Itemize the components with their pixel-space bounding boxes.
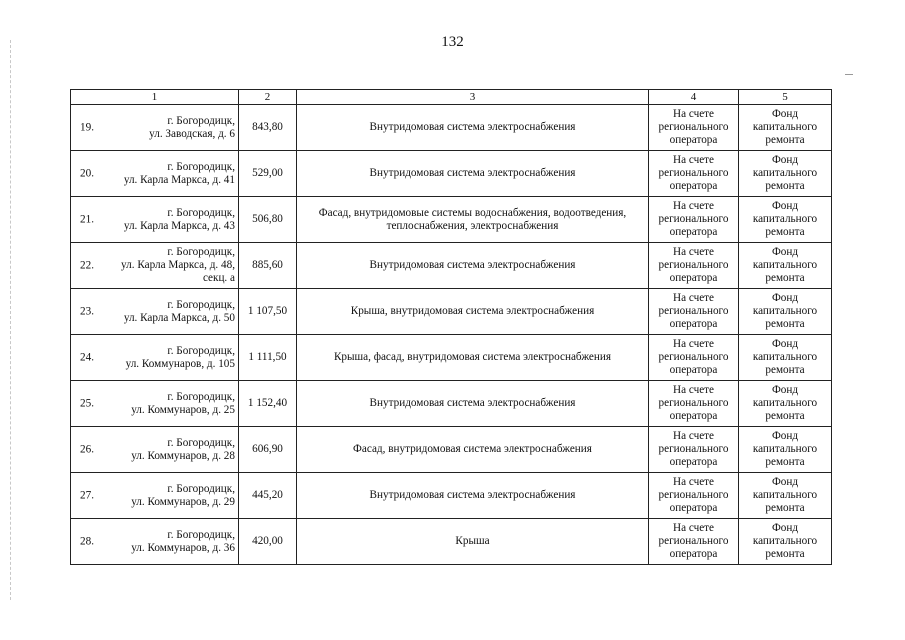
account-line: оператора [669, 226, 718, 238]
funding-line: Фонд [771, 292, 799, 304]
account-cell [649, 105, 739, 151]
work-type-cell: Крыша, фасад, внутридомовая система электроснабжения [297, 335, 649, 381]
account-line: На счете [672, 246, 715, 258]
account-cell [649, 289, 739, 335]
row-number: 21. [80, 213, 94, 225]
scan-mark [845, 74, 853, 75]
account-cell [649, 151, 739, 197]
address-city: г. Богородицк, [167, 298, 235, 311]
account-line: регионального [658, 489, 729, 501]
address-cell [71, 427, 239, 473]
funding-line: ремонта [765, 364, 805, 376]
funding-source-cell [739, 289, 832, 335]
work-type-cell: Внутридомовая система электроснабжения [297, 105, 649, 151]
column-header: 3 [297, 90, 649, 105]
funding-source-cell [739, 473, 832, 519]
address-cell [71, 197, 239, 243]
account-line: На счете [672, 430, 715, 442]
address-cell [71, 243, 239, 289]
address-street: ул. Карла Маркса, д. 43 [123, 219, 235, 232]
work-type-cell: Крыша, внутридомовая система электроснабжения [297, 289, 649, 335]
capital-repair-table [70, 89, 832, 565]
account-line: регионального [658, 259, 729, 271]
address-street: ул. Заводская, д. 6 [149, 127, 235, 140]
account-line: На счете [672, 200, 715, 212]
account-cell [649, 473, 739, 519]
address-street: ул. Карла Маркса, д. 48, [121, 259, 235, 271]
address-city: г. Богородицк, [167, 436, 235, 449]
account-cell [649, 197, 739, 243]
work-type-cell: Внутридомовая система электроснабжения [297, 473, 649, 519]
cost-cell: 1 152,40 [239, 381, 297, 427]
table-row [71, 381, 832, 427]
cost-cell: 843,80 [239, 105, 297, 151]
column-header: 1 [71, 90, 239, 105]
funding-line: ремонта [765, 548, 805, 560]
work-type-cell: Внутридомовая система электроснабжения [297, 151, 649, 197]
work-type-cell: Крыша [297, 519, 649, 565]
row-number: 26. [80, 443, 94, 455]
funding-line: Фонд [771, 384, 799, 396]
table-row [71, 289, 832, 335]
row-number: 24. [80, 351, 94, 363]
address-city: г. Богородицк, [167, 246, 235, 258]
account-line: На счете [672, 384, 715, 396]
row-number: 19. [80, 121, 94, 133]
scan-edge-line [10, 40, 11, 600]
cost-cell: 445,20 [239, 473, 297, 519]
table-row [71, 473, 832, 519]
cost-cell: 506,80 [239, 197, 297, 243]
address-street: ул. Коммунаров, д. 105 [125, 357, 235, 370]
cost-cell: 1 111,50 [239, 335, 297, 381]
funding-line: Фонд [771, 154, 799, 166]
address-city: г. Богородицк, [167, 528, 235, 541]
work-type-cell: Фасад, внутридомовые системы водоснабжения, водоотведения, теплоснабжения, электроснабжения [297, 197, 649, 243]
row-number: 27. [80, 489, 94, 501]
account-line: регионального [658, 167, 729, 179]
funding-line: Фонд [771, 476, 799, 488]
address-street: ул. Коммунаров, д. 36 [131, 541, 235, 554]
account-line: оператора [669, 318, 718, 330]
funding-line: ремонта [765, 272, 805, 284]
account-line: оператора [669, 272, 718, 284]
account-line: оператора [669, 502, 718, 514]
funding-source-cell [739, 519, 832, 565]
account-line: На счете [672, 108, 715, 120]
funding-line: Фонд [771, 522, 799, 534]
funding-line: капитального [752, 305, 818, 317]
account-line: оператора [669, 364, 718, 376]
address-cell [71, 335, 239, 381]
work-type-cell: Внутридомовая система электроснабжения [297, 381, 649, 427]
funding-line: капитального [752, 443, 818, 455]
cost-cell: 606,90 [239, 427, 297, 473]
cost-cell: 885,60 [239, 243, 297, 289]
row-number: 25. [80, 397, 94, 409]
table-row [71, 151, 832, 197]
account-cell [649, 427, 739, 473]
funding-line: капитального [752, 535, 818, 547]
address-city: г. Богородицк, [167, 114, 235, 127]
address-city: г. Богородицк, [167, 482, 235, 495]
cost-cell: 529,00 [239, 151, 297, 197]
table-row [71, 243, 832, 289]
address-street: ул. Коммунаров, д. 25 [131, 403, 235, 416]
funding-line: Фонд [771, 430, 799, 442]
account-cell [649, 519, 739, 565]
table-row [71, 197, 832, 243]
funding-source-cell [739, 197, 832, 243]
funding-line: Фонд [771, 338, 799, 350]
account-line: регионального [658, 535, 729, 547]
address-street: ул. Карла Маркса, д. 50 [123, 311, 235, 324]
cost-cell: 1 107,50 [239, 289, 297, 335]
address-city: г. Богородицк, [167, 344, 235, 357]
table-row [71, 335, 832, 381]
row-number: 22. [80, 259, 94, 271]
account-line: регионального [658, 121, 729, 133]
address-cell [71, 381, 239, 427]
account-line: регионального [658, 305, 729, 317]
funding-line: капитального [752, 351, 818, 363]
funding-line: ремонта [765, 226, 805, 238]
funding-line: ремонта [765, 134, 805, 146]
column-header: 4 [649, 90, 739, 105]
work-type-cell: Фасад, внутридомовая система электроснабжения [297, 427, 649, 473]
account-line: оператора [669, 410, 718, 422]
row-number: 28. [80, 535, 94, 547]
funding-source-cell [739, 381, 832, 427]
account-line: На счете [672, 476, 715, 488]
funding-source-cell [739, 151, 832, 197]
header-row [71, 90, 832, 105]
funding-line: капитального [752, 167, 818, 179]
work-type-cell: Внутридомовая система электроснабжения [297, 243, 649, 289]
address-cell [71, 519, 239, 565]
funding-line: ремонта [765, 410, 805, 422]
funding-source-cell [739, 427, 832, 473]
funding-line: капитального [752, 213, 818, 225]
address-cell [71, 289, 239, 335]
account-line: оператора [669, 456, 718, 468]
page-number: 132 [441, 34, 464, 50]
funding-line: капитального [752, 397, 818, 409]
funding-source-cell [739, 105, 832, 151]
funding-line: ремонта [765, 456, 805, 468]
table-row [71, 105, 832, 151]
account-line: регионального [658, 351, 729, 363]
address-extra: секц. а [202, 272, 235, 284]
account-cell [649, 243, 739, 289]
table-row [71, 427, 832, 473]
row-number: 20. [80, 167, 94, 179]
address-cell [71, 473, 239, 519]
funding-line: ремонта [765, 502, 805, 514]
account-line: регионального [658, 443, 729, 455]
account-line: На счете [672, 522, 715, 534]
address-city: г. Богородицк, [167, 206, 235, 219]
account-line: оператора [669, 180, 718, 192]
funding-line: капитального [752, 121, 818, 133]
address-street: ул. Коммунаров, д. 28 [131, 449, 235, 462]
funding-line: Фонд [771, 246, 799, 258]
account-cell [649, 335, 739, 381]
table-row [71, 519, 832, 565]
funding-line: Фонд [771, 200, 799, 212]
account-cell [649, 381, 739, 427]
funding-line: Фонд [771, 108, 799, 120]
account-line: оператора [669, 548, 718, 560]
column-header: 5 [739, 90, 832, 105]
account-line: На счете [672, 292, 715, 304]
address-street: ул. Карла Маркса, д. 41 [123, 173, 235, 186]
address-street: ул. Коммунаров, д. 29 [131, 495, 235, 508]
funding-line: ремонта [765, 180, 805, 192]
account-line: регионального [658, 397, 729, 409]
account-line: На счете [672, 338, 715, 350]
funding-line: капитального [752, 259, 818, 271]
account-line: На счете [672, 154, 715, 166]
column-header: 2 [239, 90, 297, 105]
funding-source-cell [739, 335, 832, 381]
address-cell [71, 105, 239, 151]
funding-line: капитального [752, 489, 818, 501]
cost-cell: 420,00 [239, 519, 297, 565]
account-line: оператора [669, 134, 718, 146]
funding-line: ремонта [765, 318, 805, 330]
row-number: 23. [80, 305, 94, 317]
funding-source-cell [739, 243, 832, 289]
address-city: г. Богородицк, [167, 390, 235, 403]
address-city: г. Богородицк, [167, 160, 235, 173]
account-line: регионального [658, 213, 729, 225]
address-cell [71, 151, 239, 197]
